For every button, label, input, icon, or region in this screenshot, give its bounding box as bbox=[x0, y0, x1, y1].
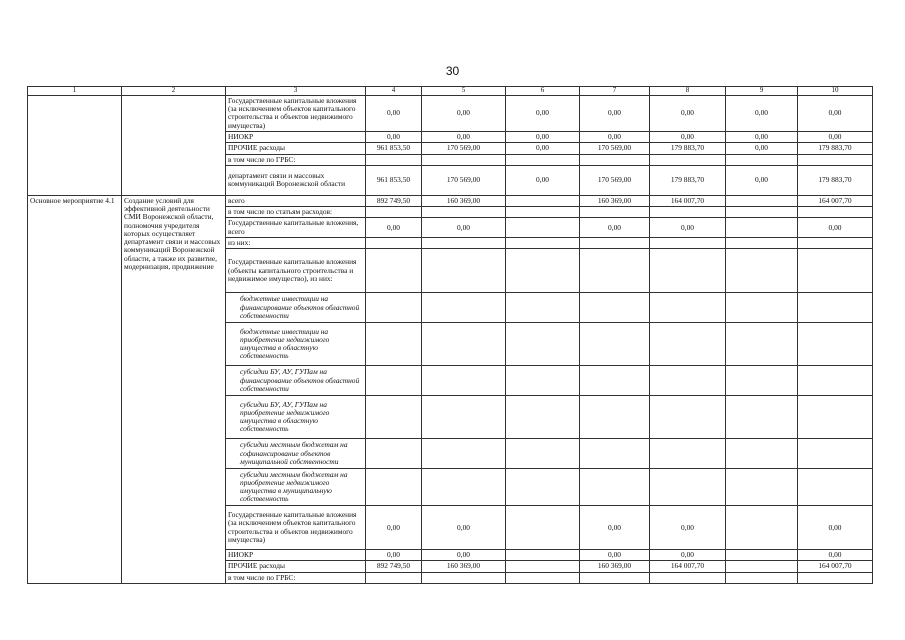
value-cell: 0,00 bbox=[506, 165, 580, 195]
row-label: Государственные капитальные вложения (за исключением объектов капитального строительства и объектов недвижимого имущества) bbox=[226, 95, 366, 131]
value-cell: 0,00 bbox=[726, 143, 798, 154]
empty-col2-cell bbox=[122, 95, 226, 195]
value-cell bbox=[798, 469, 873, 506]
value-cell bbox=[422, 323, 506, 366]
value-cell: 0,00 bbox=[580, 95, 650, 131]
value-cell bbox=[798, 439, 873, 469]
column-header-9: 9 bbox=[726, 87, 798, 96]
value-cell bbox=[366, 154, 422, 165]
value-cell bbox=[506, 550, 580, 561]
value-cell bbox=[506, 506, 580, 550]
value-cell: 0,00 bbox=[366, 218, 422, 238]
value-cell bbox=[506, 469, 580, 506]
value-cell: 170 569,00 bbox=[422, 143, 506, 154]
value-cell bbox=[798, 154, 873, 165]
value-cell bbox=[650, 572, 726, 583]
value-cell: 0,00 bbox=[506, 143, 580, 154]
column-header-7: 7 bbox=[580, 87, 650, 96]
value-cell bbox=[798, 323, 873, 366]
value-cell bbox=[650, 293, 726, 323]
value-cell: 0,00 bbox=[726, 165, 798, 195]
value-cell bbox=[580, 572, 650, 583]
row-label: Государственные капитальные вложения, всего bbox=[226, 218, 366, 238]
row-label: субсидии БУ, АУ, ГУПам на финансирование объектов областной собственности bbox=[226, 366, 366, 396]
value-cell bbox=[580, 154, 650, 165]
value-cell bbox=[798, 396, 873, 439]
value-cell: 0,00 bbox=[798, 95, 873, 131]
column-header-4: 4 bbox=[366, 87, 422, 96]
value-cell bbox=[506, 154, 580, 165]
value-cell bbox=[366, 439, 422, 469]
value-cell bbox=[726, 572, 798, 583]
row-label: в том числе по ГРБС: bbox=[226, 572, 366, 583]
value-cell bbox=[650, 469, 726, 506]
value-cell: 0,00 bbox=[422, 95, 506, 131]
value-cell: 0,00 bbox=[798, 506, 873, 550]
value-cell: 160 369,00 bbox=[422, 195, 506, 206]
value-cell bbox=[580, 323, 650, 366]
value-cell: 160 369,00 bbox=[422, 561, 506, 572]
value-cell: 164 007,70 bbox=[650, 561, 726, 572]
measure-name-cell: Основное мероприятие 4.1 bbox=[28, 195, 122, 583]
value-cell bbox=[650, 439, 726, 469]
value-cell bbox=[366, 207, 422, 218]
value-cell bbox=[422, 439, 506, 469]
value-cell: 179 883,70 bbox=[798, 143, 873, 154]
value-cell bbox=[506, 572, 580, 583]
row-label: Государственные капитальные вложения (за исключением объектов капитального строительства и объектов недвижимого имущества) bbox=[226, 506, 366, 550]
value-cell bbox=[506, 195, 580, 206]
value-cell bbox=[726, 396, 798, 439]
row-label: ПРОЧИЕ расходы bbox=[226, 143, 366, 154]
value-cell: 0,00 bbox=[798, 218, 873, 238]
value-cell bbox=[580, 207, 650, 218]
value-cell bbox=[580, 293, 650, 323]
column-header-8: 8 bbox=[650, 87, 726, 96]
value-cell bbox=[650, 237, 726, 248]
value-cell bbox=[726, 439, 798, 469]
value-cell bbox=[726, 506, 798, 550]
value-cell: 179 883,70 bbox=[650, 143, 726, 154]
value-cell bbox=[726, 469, 798, 506]
value-cell bbox=[650, 323, 726, 366]
value-cell bbox=[506, 439, 580, 469]
value-cell: 179 883,70 bbox=[650, 165, 726, 195]
value-cell bbox=[366, 366, 422, 396]
value-cell: 0,00 bbox=[650, 95, 726, 131]
value-cell: 0,00 bbox=[798, 131, 873, 142]
value-cell bbox=[726, 293, 798, 323]
value-cell bbox=[650, 207, 726, 218]
value-cell bbox=[726, 195, 798, 206]
value-cell bbox=[366, 469, 422, 506]
value-cell bbox=[798, 237, 873, 248]
value-cell bbox=[798, 207, 873, 218]
value-cell bbox=[580, 249, 650, 293]
value-cell bbox=[726, 550, 798, 561]
row-label: субсидии местным бюджетам на софинансирование объектов муниципальной собственности bbox=[226, 439, 366, 469]
value-cell: 0,00 bbox=[422, 506, 506, 550]
page-number: 30 bbox=[445, 64, 460, 78]
value-cell bbox=[726, 366, 798, 396]
value-cell: 961 853,50 bbox=[366, 165, 422, 195]
value-cell: 164 007,70 bbox=[798, 561, 873, 572]
value-cell: 961 853,50 bbox=[366, 143, 422, 154]
column-header-6: 6 bbox=[506, 87, 580, 96]
header-row bbox=[28, 87, 873, 96]
value-cell: 0,00 bbox=[726, 95, 798, 131]
value-cell bbox=[506, 218, 580, 238]
value-cell bbox=[650, 366, 726, 396]
column-header-5: 5 bbox=[422, 87, 506, 96]
row-label: Государственные капитальные вложения (объекты капитального строительства и недвижимое имущество), из них: bbox=[226, 249, 366, 293]
value-cell bbox=[650, 396, 726, 439]
value-cell: 179 883,70 bbox=[798, 165, 873, 195]
table-row bbox=[28, 195, 873, 206]
value-cell bbox=[422, 469, 506, 506]
value-cell: 0,00 bbox=[650, 550, 726, 561]
value-cell bbox=[506, 249, 580, 293]
value-cell bbox=[422, 154, 506, 165]
value-cell: 0,00 bbox=[580, 218, 650, 238]
value-cell: 0,00 bbox=[726, 131, 798, 142]
row-label: субсидии БУ, АУ, ГУПам на приобретение недвижимого имущества в областную собственность bbox=[226, 396, 366, 439]
value-cell: 0,00 bbox=[650, 218, 726, 238]
value-cell: 0,00 bbox=[366, 506, 422, 550]
value-cell bbox=[650, 249, 726, 293]
value-cell: 0,00 bbox=[650, 131, 726, 142]
value-cell: 170 569,00 bbox=[422, 165, 506, 195]
row-label: из них: bbox=[226, 237, 366, 248]
value-cell bbox=[506, 237, 580, 248]
value-cell: 0,00 bbox=[580, 506, 650, 550]
column-header-1: 1 bbox=[28, 87, 122, 96]
table-row bbox=[28, 95, 873, 131]
value-cell bbox=[422, 237, 506, 248]
value-cell: 0,00 bbox=[366, 131, 422, 142]
value-cell bbox=[506, 396, 580, 439]
value-cell: 0,00 bbox=[580, 550, 650, 561]
value-cell bbox=[422, 572, 506, 583]
empty-col1-cell bbox=[28, 95, 122, 195]
value-cell: 164 007,70 bbox=[650, 195, 726, 206]
budget-table bbox=[27, 86, 873, 584]
value-cell: 0,00 bbox=[422, 550, 506, 561]
value-cell bbox=[580, 396, 650, 439]
value-cell: 0,00 bbox=[422, 218, 506, 238]
value-cell bbox=[422, 207, 506, 218]
row-label: субсидии местным бюджетам на приобретение недвижимого имущества в муниципальную собственность bbox=[226, 469, 366, 506]
value-cell bbox=[422, 249, 506, 293]
value-cell bbox=[366, 572, 422, 583]
value-cell bbox=[506, 366, 580, 396]
value-cell bbox=[506, 561, 580, 572]
value-cell bbox=[580, 237, 650, 248]
value-cell bbox=[422, 396, 506, 439]
measure-description-cell: Создание условий для эффективной деятельности СМИ Воронежской области, полномочия учредителя которых осуществляет департамент связи и массовых коммуникаций Воронежской области, а также их развитие, модернизация, продвижение bbox=[122, 195, 226, 583]
value-cell: 0,00 bbox=[422, 131, 506, 142]
value-cell: 0,00 bbox=[366, 95, 422, 131]
value-cell bbox=[726, 218, 798, 238]
value-cell: 170 569,00 bbox=[580, 165, 650, 195]
column-header-3: 3 bbox=[226, 87, 366, 96]
value-cell: 892 749,50 bbox=[366, 561, 422, 572]
value-cell bbox=[506, 207, 580, 218]
row-label: НИОКР bbox=[226, 131, 366, 142]
column-header-10: 10 bbox=[798, 87, 873, 96]
value-cell bbox=[366, 323, 422, 366]
value-cell: 164 007,70 bbox=[798, 195, 873, 206]
value-cell bbox=[726, 561, 798, 572]
value-cell bbox=[506, 323, 580, 366]
value-cell bbox=[366, 237, 422, 248]
value-cell bbox=[580, 439, 650, 469]
value-cell: 0,00 bbox=[506, 131, 580, 142]
value-cell: 160 369,00 bbox=[580, 195, 650, 206]
value-cell bbox=[366, 293, 422, 323]
value-cell: 0,00 bbox=[580, 131, 650, 142]
row-label: НИОКР bbox=[226, 550, 366, 561]
value-cell bbox=[798, 249, 873, 293]
column-header-2: 2 bbox=[122, 87, 226, 96]
row-label: в том числе по ГРБС: bbox=[226, 154, 366, 165]
value-cell bbox=[580, 469, 650, 506]
value-cell bbox=[422, 366, 506, 396]
value-cell bbox=[798, 366, 873, 396]
value-cell: 170 569,00 bbox=[580, 143, 650, 154]
row-label: в том числе по статьям расходов: bbox=[226, 207, 366, 218]
row-label: бюджетные инвестиции на финансирование объектов областной собственности bbox=[226, 293, 366, 323]
value-cell bbox=[506, 293, 580, 323]
row-label: всего bbox=[226, 195, 366, 206]
value-cell bbox=[726, 154, 798, 165]
value-cell bbox=[726, 323, 798, 366]
value-cell bbox=[650, 154, 726, 165]
row-label: ПРОЧИЕ расходы bbox=[226, 561, 366, 572]
value-cell: 0,00 bbox=[650, 506, 726, 550]
value-cell bbox=[726, 207, 798, 218]
row-label: департамент связи и массовых коммуникаций Воронежской области bbox=[226, 165, 366, 195]
value-cell: 892 749,50 bbox=[366, 195, 422, 206]
value-cell bbox=[798, 293, 873, 323]
value-cell bbox=[726, 249, 798, 293]
value-cell: 0,00 bbox=[798, 550, 873, 561]
value-cell bbox=[366, 396, 422, 439]
value-cell bbox=[422, 293, 506, 323]
value-cell: 0,00 bbox=[366, 550, 422, 561]
value-cell: 0,00 bbox=[506, 95, 580, 131]
value-cell bbox=[798, 572, 873, 583]
row-label: бюджетные инвестиции на приобретение недвижимого имущества в областную собственность bbox=[226, 323, 366, 366]
value-cell: 160 369,00 bbox=[580, 561, 650, 572]
value-cell bbox=[726, 237, 798, 248]
value-cell bbox=[366, 249, 422, 293]
value-cell bbox=[580, 366, 650, 396]
